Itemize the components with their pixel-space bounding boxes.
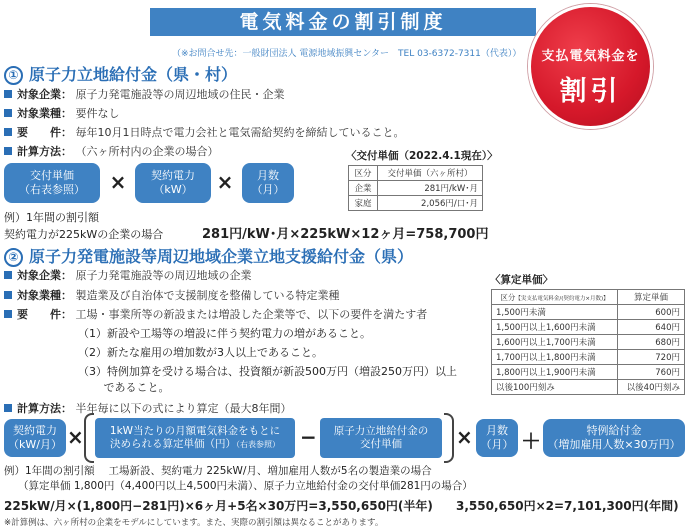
row-label: 対象業種： bbox=[17, 107, 72, 120]
footnote: ※計算例は、六ヶ所村の企業をモデルにしています。また、実際の割引額は異なることがあります。 bbox=[4, 518, 384, 528]
pill-line: 契約電力 bbox=[13, 424, 57, 437]
section2-row-target-company bbox=[4, 269, 252, 283]
row-label: 対象企業： bbox=[17, 88, 72, 101]
example2-result-half: 225kW/月×(1,800円−281円)×6ヶ月+5名×30万円=3,550,650円(半年) bbox=[4, 499, 433, 513]
section2-row-calc bbox=[4, 402, 292, 416]
rate-table bbox=[348, 165, 483, 211]
box-line: 原子力立地給付金の bbox=[333, 425, 429, 437]
box-line-sub: （右表参照） bbox=[236, 440, 280, 449]
formula2-calc-unit-price bbox=[95, 418, 295, 458]
row-text: 原子力発電施設等の周辺地域の企業 bbox=[75, 269, 252, 282]
square-bullet-icon bbox=[4, 291, 12, 299]
square-bullet-icon bbox=[4, 90, 12, 98]
example1-text: 契約電力が225kWの企業の場合 bbox=[4, 228, 164, 241]
pill-line: （kW） bbox=[153, 183, 193, 196]
section1-title bbox=[4, 62, 237, 85]
section1-title-text: 原子力立地給付金（県・村） bbox=[29, 65, 238, 84]
pill-line: （月） bbox=[251, 183, 285, 196]
row-label: 計算方法： bbox=[17, 145, 72, 158]
section2-row-requirement bbox=[4, 308, 427, 322]
row-label: 要 件： bbox=[17, 308, 72, 321]
row-text: 半年毎に以下の式により算定（最大8年間） bbox=[75, 402, 292, 415]
rate-table-caption: 〈交付単価（2022.4.1現在）〉 bbox=[346, 150, 498, 162]
table-cell: 1,500円以上1,600円未満 bbox=[492, 320, 618, 335]
section1-row-target-industry bbox=[4, 107, 120, 121]
square-bullet-icon bbox=[4, 128, 12, 136]
box-line: 1kW当たりの月額電気料金をもとに bbox=[109, 425, 281, 437]
pill-line: 月数 bbox=[486, 424, 508, 437]
minus-icon: − bbox=[300, 425, 317, 449]
row-label: 対象企業： bbox=[17, 269, 72, 282]
square-bullet-icon bbox=[4, 404, 12, 412]
table-header bbox=[492, 290, 618, 305]
example2-line2: （算定単価 1,800円（4,400円以上4,500円未満）、原子力立地給付金の交付単価281円の場合） bbox=[18, 480, 473, 492]
formula1-unit-price bbox=[4, 163, 100, 203]
table-cell: 1,600円以上1,700円未満 bbox=[492, 335, 618, 350]
table-cell: 680円 bbox=[618, 335, 685, 350]
table-row bbox=[492, 320, 685, 335]
row-label: 要 件： bbox=[17, 126, 72, 139]
pill-line: 特例給付金 bbox=[586, 424, 642, 437]
times-icon: × bbox=[456, 425, 473, 449]
formula2-nuclear-unit-price bbox=[320, 418, 442, 458]
table-cell: 1,800円以上1,900円未満 bbox=[492, 365, 618, 380]
row-text: 要件なし bbox=[75, 107, 120, 120]
pill-line: （右表参照） bbox=[19, 183, 85, 196]
page-title: 電気料金の割引制度 bbox=[150, 8, 536, 36]
table-cell: 企業 bbox=[349, 181, 378, 196]
table-header: 算定単価 bbox=[618, 290, 685, 305]
table-row bbox=[492, 380, 685, 395]
table-cell: 1,700円以上1,800円未満 bbox=[492, 350, 618, 365]
row-text: 工場・事業所等の新設または増設した企業等で、以下の要件を満たす者 bbox=[75, 308, 428, 321]
row-text: （六ヶ所村内の企業の場合） bbox=[75, 145, 219, 158]
table-cell: 281円/kW･月 bbox=[378, 181, 483, 196]
box-line: 交付単価 bbox=[360, 438, 402, 450]
table-header-row bbox=[492, 290, 685, 305]
table-cell: 640円 bbox=[618, 320, 685, 335]
pill-line: 契約電力 bbox=[151, 169, 195, 182]
table-cell: 以後40円刻み bbox=[618, 380, 685, 395]
formula1-contract-power bbox=[135, 163, 211, 203]
table-cell: 家庭 bbox=[349, 196, 378, 211]
section2-row-target-industry bbox=[4, 289, 340, 303]
row-text: 原子力発電施設等の周辺地域の住民・企業 bbox=[75, 88, 285, 101]
section2-title bbox=[4, 244, 413, 267]
table-header-row bbox=[349, 166, 483, 181]
example1-result: 281円/kW･月×225kW×12ヶ月=758,700円 bbox=[202, 227, 489, 242]
calc-unit-table bbox=[491, 289, 685, 395]
table-cell: 600円 bbox=[618, 305, 685, 320]
table-cell: 以後100円刻み bbox=[492, 380, 618, 395]
square-bullet-icon bbox=[4, 147, 12, 155]
example2-line1: 例）1年間の割引額 工場新設、契約電力 225kW/月、増加雇用人数が5名の製造業の場合 bbox=[4, 465, 432, 477]
times-icon: × bbox=[109, 170, 127, 194]
requirement-item-1: （1）新設や工場等の増設に伴う契約電力の増があること。 bbox=[78, 327, 371, 340]
box-line bbox=[95, 438, 295, 451]
table-header-sub: 【実支払電気料金/(契約電力×月数)】 bbox=[515, 295, 609, 302]
table-row bbox=[492, 350, 685, 365]
formula2-special-benefit bbox=[543, 419, 685, 457]
square-bullet-icon bbox=[4, 271, 12, 279]
times-icon: × bbox=[67, 425, 84, 449]
table-header: 区分 bbox=[349, 166, 378, 181]
requirement-item-3: （3）特例加算を受ける場合は、投資額が新設500万円（増設250万円）以上 bbox=[78, 365, 457, 378]
row-text: 毎年10月1日時点で電力会社と電気需給契約を締結していること。 bbox=[75, 126, 405, 139]
row-label: 計算方法： bbox=[17, 402, 72, 415]
table-row bbox=[492, 305, 685, 320]
pill-line: 月数 bbox=[257, 169, 279, 182]
row-text: 製造業及び自治体で支援制度を整備している特定業種 bbox=[75, 289, 340, 302]
plus-icon: ＋ bbox=[521, 429, 541, 453]
table-header: 交付単価（六ヶ所村） bbox=[378, 166, 483, 181]
table-row bbox=[492, 365, 685, 380]
table-row bbox=[349, 181, 483, 196]
table-row bbox=[349, 196, 483, 211]
row-label: 対象業種： bbox=[17, 289, 72, 302]
table-cell: 1,500円未満 bbox=[492, 305, 618, 320]
square-bullet-icon bbox=[4, 109, 12, 117]
requirement-item-3-cont: であること。 bbox=[78, 381, 170, 394]
table-cell: 2,056円/口･月 bbox=[378, 196, 483, 211]
pill-line: （増加雇用人数×30万円） bbox=[547, 438, 681, 451]
section1-row-requirement bbox=[4, 126, 405, 140]
square-bullet-icon bbox=[4, 310, 12, 318]
section1-row-calc bbox=[4, 145, 219, 159]
pill-line: 交付単価 bbox=[30, 169, 74, 182]
calc-table-caption: 〈算定単価〉 bbox=[490, 274, 553, 286]
section2-title-text: 原子力発電施設等周辺地域企業立地支援給付金（県） bbox=[29, 247, 414, 266]
badge-line1: 支払電気料金を bbox=[541, 49, 640, 64]
example2-result-year: 3,550,650円×2=7,101,300円(年間) bbox=[456, 499, 679, 513]
formula2-contract-power bbox=[4, 419, 66, 457]
badge-line2: 割引 bbox=[559, 76, 622, 107]
formula1-months bbox=[242, 163, 294, 203]
requirement-item-2: （2）新たな雇用の増加数が3人以上であること。 bbox=[78, 346, 323, 359]
left-bracket-icon bbox=[84, 413, 94, 463]
discount-badge bbox=[528, 4, 653, 129]
contact-info: （※お問合せ先：一般財団法人 電源地域振興センター TEL 03-6372-7311（代表）） bbox=[172, 49, 522, 59]
table-header-text: 区分 bbox=[500, 292, 516, 302]
section1-row-target-company bbox=[4, 88, 285, 102]
box-line-main: 決められる算定単価（円） bbox=[110, 438, 236, 450]
section1-number: ① bbox=[4, 66, 23, 85]
pill-line: （kW/月） bbox=[8, 438, 62, 451]
right-bracket-icon bbox=[444, 413, 454, 463]
table-cell: 720円 bbox=[618, 350, 685, 365]
table-row bbox=[492, 335, 685, 350]
times-icon: × bbox=[216, 170, 234, 194]
section2-number: ② bbox=[4, 248, 23, 267]
pill-line: （月） bbox=[480, 438, 514, 451]
formula2-months bbox=[476, 419, 518, 457]
table-cell: 760円 bbox=[618, 365, 685, 380]
example1-label: 例）1年間の割引額 bbox=[4, 211, 99, 224]
